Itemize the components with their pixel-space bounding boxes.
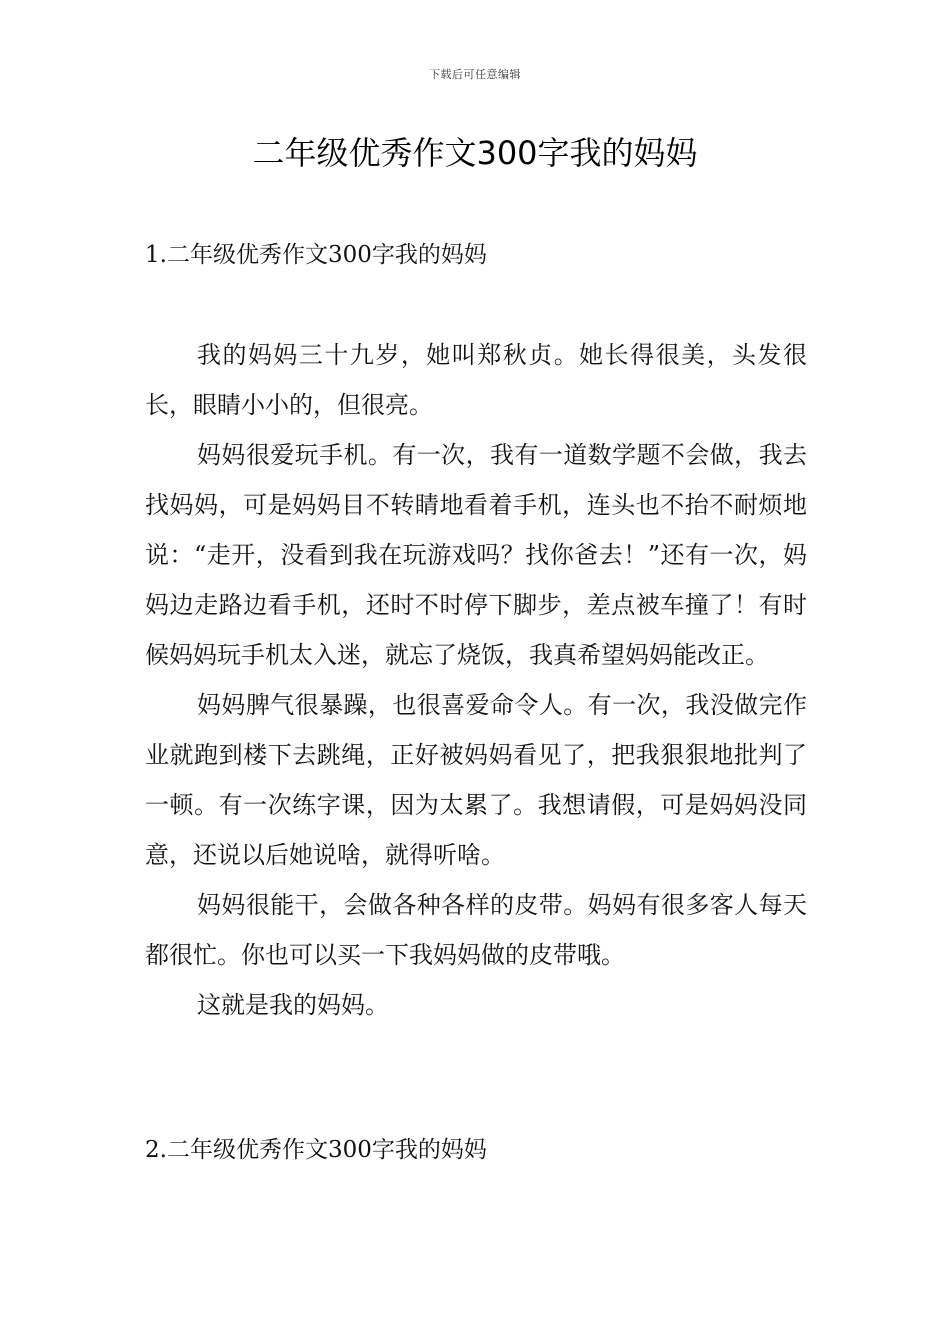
paragraph-1: 我的妈妈三十九岁，她叫郑秋贞。她长得很美，头发很长，眼睛小小的，但很亮。	[145, 341, 807, 419]
section-1-body	[145, 330, 807, 1030]
paragraph-5: 这就是我的妈妈。	[197, 991, 389, 1019]
document-title: 二年级优秀作文300字我的妈妈	[252, 134, 698, 172]
paragraph-4: 妈妈很能干，会做各种各样的皮带。妈妈有很多客人每天都很忙。你也可以买一下我妈妈做的皮带哦。	[145, 891, 807, 969]
paragraph-2: 妈妈很爱玩手机。有一次，我有一道数学题不会做，我去找妈妈，可是妈妈目不转睛地看着手机，连头也不抬不耐烦地说：“走开，没看到我在玩游戏吗？找你爸去！”还有一次，妈妈边走路边看手机，还时不时停下脚步，差点被车撞了！有时候妈妈玩手机太入迷，就忘了烧饭，我真希望妈妈能改正。	[145, 441, 807, 669]
page-header-note: 下载后可任意编辑	[429, 68, 521, 81]
section-heading-2: 2.二年级优秀作文300字我的妈妈	[145, 1137, 487, 1163]
paragraph-3: 妈妈脾气很暴躁，也很喜爱命令人。有一次，我没做完作业就跑到楼下去跳绳，正好被妈妈看见了，把我狠狠地批判了一顿。有一次练字课，因为太累了。我想请假，可是妈妈没同意，还说以后她说啥，就得听啥。	[145, 691, 807, 869]
section-heading-1: 1.二年级优秀作文300字我的妈妈	[145, 242, 487, 268]
